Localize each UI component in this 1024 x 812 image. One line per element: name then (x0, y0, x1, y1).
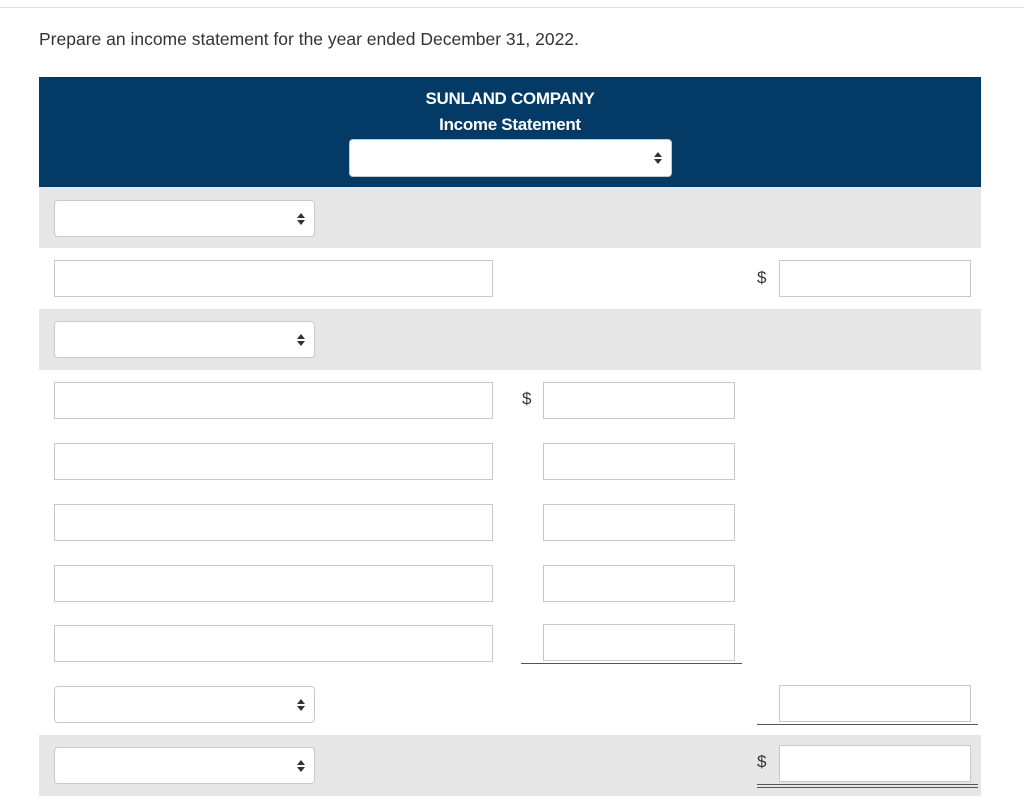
section-select[interactable] (54, 321, 315, 358)
final-total-double-underline (757, 784, 978, 788)
total-underline (757, 724, 978, 725)
updown-arrows-icon (296, 698, 306, 712)
line-item-label-field[interactable] (54, 260, 493, 297)
line-item-label-field[interactable] (54, 443, 493, 480)
total-select[interactable] (54, 747, 315, 784)
top-divider (0, 7, 1024, 8)
updown-arrows-icon (296, 759, 306, 773)
currency-symbol: $ (757, 268, 767, 287)
updown-arrows-icon (653, 151, 663, 165)
line-item-label-field[interactable] (54, 625, 493, 662)
mid-amount-field[interactable] (543, 443, 735, 480)
statement-header (39, 77, 981, 187)
net-total-amount-field[interactable] (779, 745, 971, 782)
mid-amount-field[interactable] (543, 565, 735, 602)
total-select[interactable] (54, 686, 315, 723)
line-item-label-field[interactable] (54, 565, 493, 602)
mid-amount-field[interactable] (543, 382, 735, 419)
updown-arrows-icon (296, 333, 306, 347)
line-item-label-field[interactable] (54, 504, 493, 541)
right-amount-field[interactable] (779, 260, 971, 297)
section-select[interactable] (54, 200, 315, 237)
currency-symbol: $ (757, 752, 767, 771)
mid-amount-field[interactable] (543, 624, 735, 661)
company-name: SUNLAND COMPANY (425, 89, 595, 108)
mid-amount-field[interactable] (543, 504, 735, 541)
right-amount-field[interactable] (779, 685, 971, 722)
updown-arrows-icon (296, 212, 306, 226)
period-select[interactable] (349, 139, 672, 177)
instruction-text: Prepare an income statement for the year ended December 31, 2022. (39, 29, 579, 49)
currency-symbol: $ (522, 389, 532, 408)
subtotal-underline (521, 663, 742, 664)
statement-title: Income Statement (439, 115, 581, 134)
line-item-label-field[interactable] (54, 382, 493, 419)
